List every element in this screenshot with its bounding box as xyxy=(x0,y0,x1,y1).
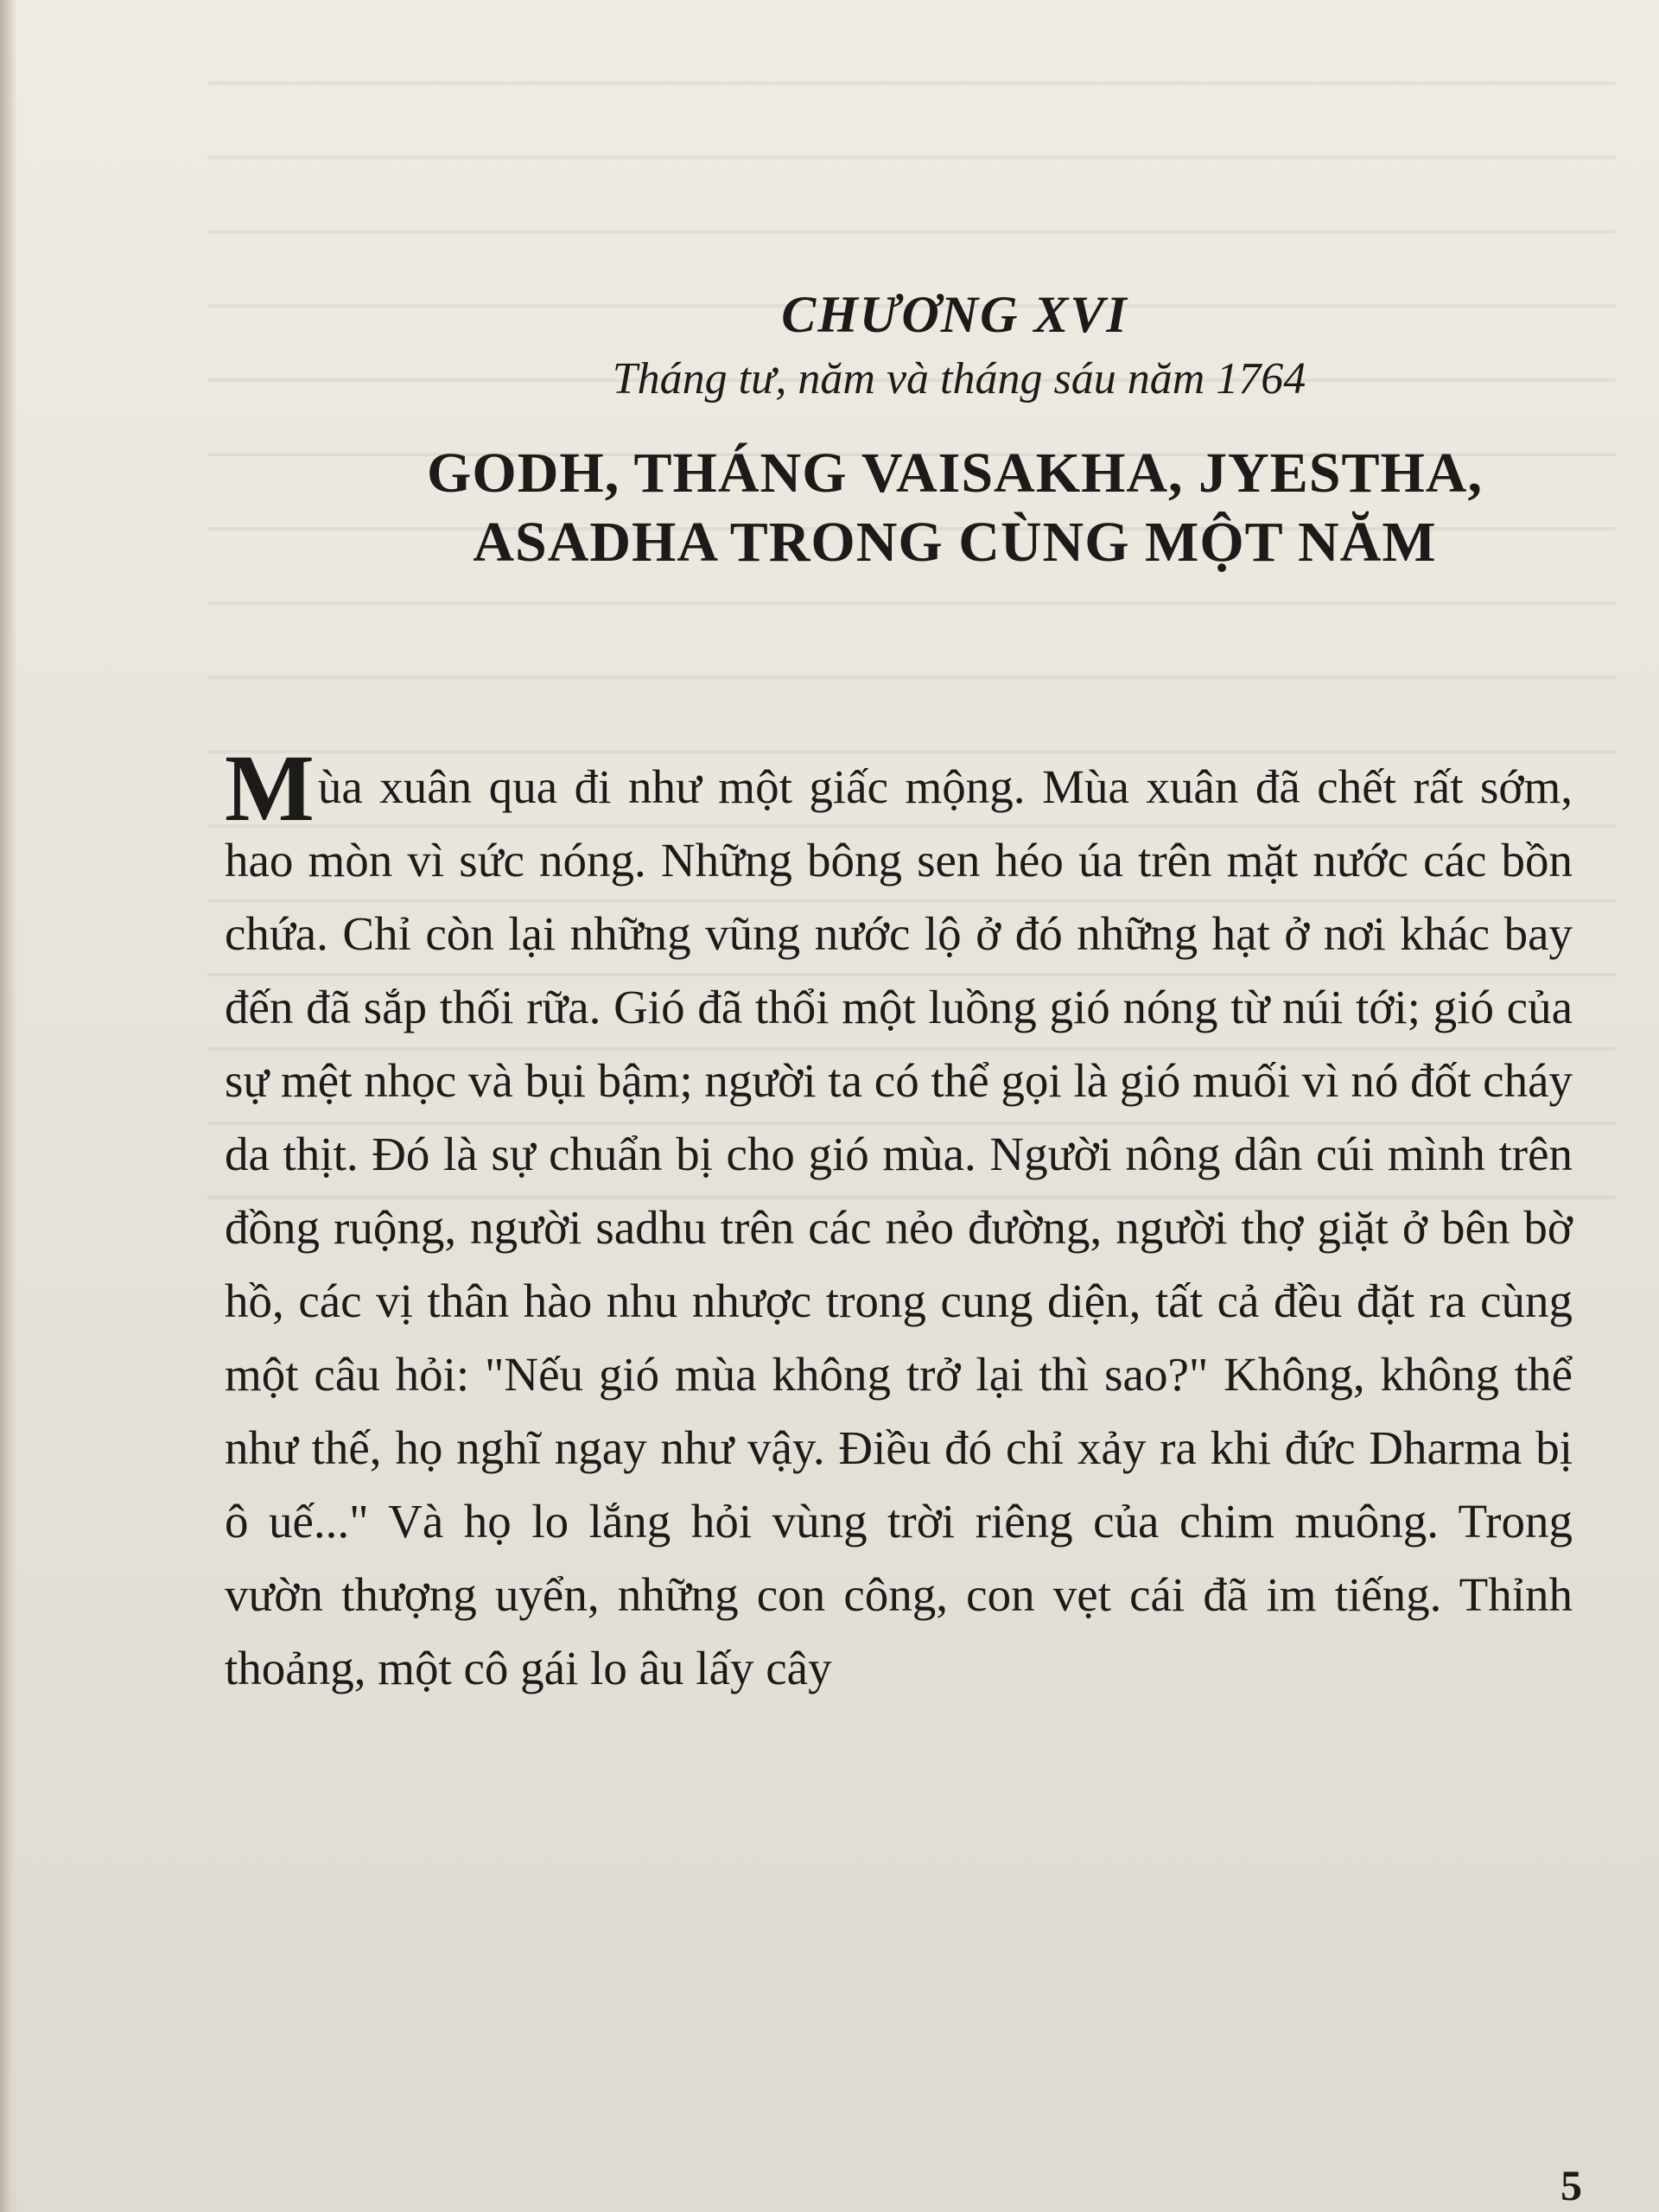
page-binding-edge xyxy=(0,0,17,2212)
body-text: ùa xuân qua đi như một giấc mộng. Mùa xuân đã chết rất sớm, hao mòn vì sức nóng. Những bông sen héo úa trên mặt nước các bồn chứa. Chỉ còn lại những vũng nước lộ ở đó những hạt ở nơi khác bay đến đã sắp thối rữa. Gió đã thổi một luồng gió nóng từ núi tới; gió của sự mệt nhọc và bụi bậm; người ta có thể gọi là gió muối vì nó đốt cháy da thịt. Đó là sự chuẩn bị cho gió mùa. Người nông dân cúi mình trên đồng ruộng, người sadhu trên các nẻo đường, người thợ giặt ở bên bờ hồ, các vị thân hào nhu nhược trong cung diện, tất cả đều đặt ra cùng một câu hỏi: "Nếu gió mùa không trở lại thì sao?" Không, không thể như thế, họ nghĩ ngay như vậy. Điều đó chỉ xảy ra khi đức Dharma bị ô uế..." Và họ lo lắng hỏi vùng trời riêng của chim muông. Trong vườn thượng uyển, những con công, con vẹt cái đã im tiếng. Thỉnh thoảng, một cô gái lo âu lấy cây xyxy=(225,760,1573,1694)
page-content xyxy=(225,285,1573,1705)
chapter-title xyxy=(225,439,1573,577)
chapter-title-line-1: GODH, THÁNG VAISAKHA, JYESTHA, xyxy=(427,442,1483,505)
chapter-subtitle: Tháng tư, năm và tháng sáu năm 1764 xyxy=(612,354,1306,404)
drop-cap: M xyxy=(225,735,315,841)
page-number: 5 xyxy=(1560,2161,1582,2209)
chapter-title-line-2: ASADHA TRONG CÙNG MỘT NĂM xyxy=(473,511,1437,574)
chapter-number: CHƯƠNG XVI xyxy=(781,286,1128,343)
body-paragraph xyxy=(225,735,1573,1705)
